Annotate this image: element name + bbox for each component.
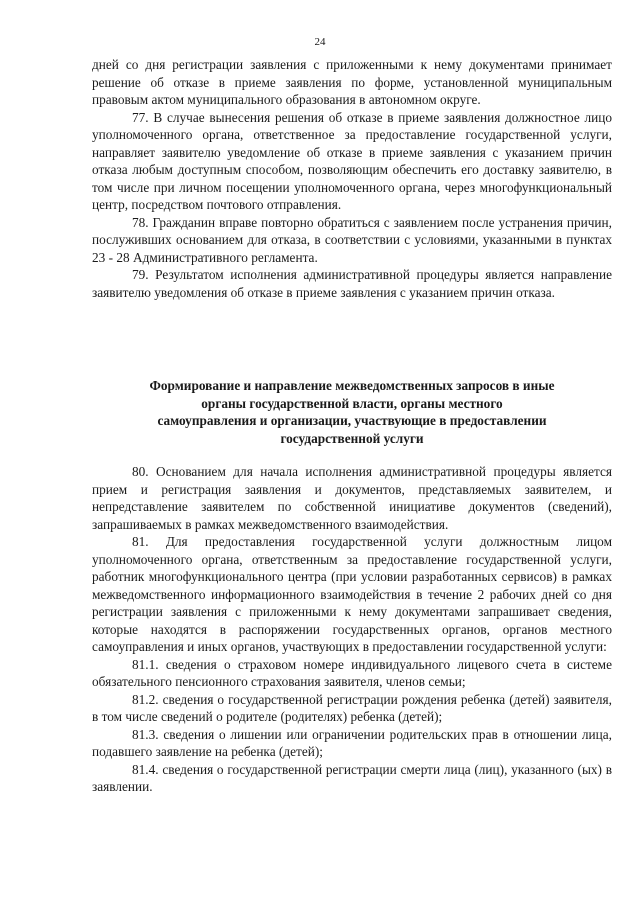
paragraph-80: 80. Основанием для начала исполнения административной процедуры является прием и регистрация заявления и документов, представляемых заявителем, и непредставление заявителем по собственной инициативе документов (сведений), запрашиваемых в рамках межведомственного взаимодействия. <box>92 464 612 532</box>
paragraph-79: 79. Результатом исполнения административной процедуры является направление заявителю уведомления об отказе в приеме заявления с указанием причин отказа. <box>92 267 612 300</box>
text-section-bottom <box>92 463 612 796</box>
heading-line: органы государственной власти, органы местного <box>201 395 503 411</box>
heading-line: самоуправления и организации, участвующие в предоставлении <box>157 413 547 428</box>
heading-line: государственной услуги <box>280 430 424 446</box>
paragraph-81-3: 81.3. сведения о лишении или ограничении родительских прав в отношении лица, подавшего заявление на ребенка (детей); <box>92 726 612 759</box>
paragraph-81: 81. Для предоставления государственной услуги должностным лицом уполномоченного органа, ответственным за предоставление государственной услуги, работник многофункционального центра (при условии разработанных сервисов) в рамках межведомственного информационного взаимодействия в течение 2 рабочих дней со дня регистрации заявления с приложенными к нему документами запрашивает сведения, которые находятся в распоряжении государственных органов, органов местного самоуправления и иных органов, участвующих в предоставлении государственной услуги: <box>92 534 612 654</box>
paragraph-continuation: дней со дня регистрации заявления с приложенными к нему документами принимает решение об отказе в приеме заявления по форме, установленной муниципальным правовым актом муниципального образования в автономном округе. <box>92 57 612 107</box>
text-section-top <box>92 56 612 301</box>
page-number: 24 <box>314 36 326 48</box>
paragraph-78: 78. Гражданин вправе повторно обратиться с заявлением после устранения причин, послуживших основанием для отказа, в соответствии с условиями, указанными в пунктах 23 - 28 Административного регламента. <box>92 214 612 265</box>
paragraph-81-2: 81.2. сведения о государственной регистрации рождения ребенка (детей) заявителя, в том числе сведений о родителе (родителях) ребенка (детей); <box>92 691 612 724</box>
paragraph-81-4: 81.4. сведения о государственной регистрации смерти лица (лиц), указанного (ых) в заявлении. <box>92 761 612 794</box>
heading-line: Формирование и направление межведомственных запросов в иные <box>149 378 555 393</box>
paragraph-81-1: 81.1. сведения о страховом номере индивидуального лицевого счета в системе обязательного пенсионного страхования заявителя, членов семьи; <box>92 656 612 689</box>
section-heading <box>92 377 612 447</box>
paragraph-77: 77. В случае вынесения решения об отказе в приеме заявления должностное лицо уполномоченного органа, ответственное за предоставление государственной услуги, направляет заявителю уведомление об отказе в приеме заявления с указанием причин отказа любым доступным способом, позволяющим обеспечить его доставку заявителю, в том числе при личном посещении уполномоченного органа, через многофункциональный центр, посредством почтового отправления. <box>92 109 612 212</box>
